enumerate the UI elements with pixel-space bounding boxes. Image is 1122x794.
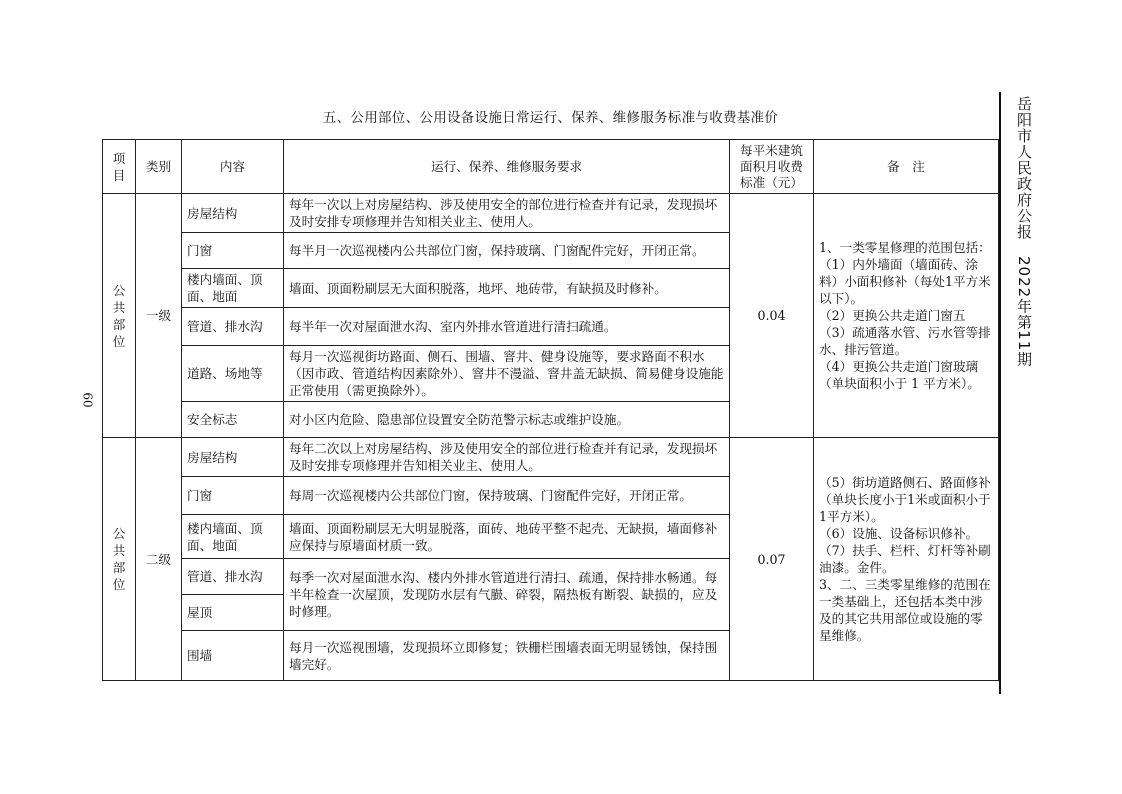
- requirement-cell: 每半年一次对屋面泄水沟、室内外排水管道进行清扫疏通。: [284, 308, 730, 346]
- content-cell: 门窗: [182, 477, 284, 515]
- group2-note: [814, 438, 999, 681]
- note-line: （3）疏通落水管、污水管等排水、排污管道。: [819, 325, 991, 357]
- note-line: （4）更换公共走道门窗玻璃（单块面积小于 1 平方米）。: [819, 359, 980, 391]
- content-cell: 道路、场地等: [182, 346, 284, 402]
- header-note: 备 注: [814, 140, 999, 194]
- requirement-cell: 墙面、顶面粉刷层无大面积脱落，地坪、地砖带，有缺损及时修补。: [284, 269, 730, 308]
- service-standard-table: [102, 139, 999, 681]
- table-row: [103, 438, 999, 477]
- content-cell: 房屋结构: [182, 194, 284, 233]
- table-header-row: [103, 140, 999, 194]
- document-title: 五、公用部位、公用设备设施日常运行、保养、维修服务标准与收费基准价: [322, 110, 779, 126]
- header-requirement: 运行、保养、维修服务要求: [284, 140, 730, 194]
- note-line: 3、二、三类零星维修的范围在一类基础上，还包括本类中涉及的其它共用部位或设施的零星维修。: [819, 577, 991, 643]
- content-cell: 安全标志: [182, 402, 284, 438]
- page-number: 60: [80, 392, 95, 408]
- requirement-cell: 每季一次对屋面泄水沟、楼内外排水管道进行清扫、疏通，保持排水畅通。每半年检查一次屋顶，发现防水层有气臌、碎裂，隔热板有断裂、缺损的，应及时修理。: [284, 559, 730, 631]
- table-row: [103, 194, 999, 233]
- header-item: 项目: [103, 140, 136, 194]
- note-line: （7）扶手、栏杆、灯杆等补刷油漆。金件。: [819, 543, 991, 575]
- group2-item: 公共部位: [103, 438, 136, 681]
- margin-rule: [999, 92, 1001, 694]
- note-line: （6）设施、设备标识修补。: [819, 526, 979, 541]
- requirement-cell: 每半月一次巡视楼内公共部位门窗，保持玻璃、门窗配件完好，开闭正常。: [284, 233, 730, 269]
- content-cell: 门窗: [182, 233, 284, 269]
- requirement-cell: 每月一次巡视围墙，发现损坏立即修复；铁栅栏围墙表面无明显锈蚀，保持围墙完好。: [284, 631, 730, 681]
- content-cell: 楼内墙面、顶面、地面: [182, 269, 284, 308]
- content-cell: 屋顶: [182, 595, 284, 631]
- group1-note: [814, 194, 999, 438]
- group1-item: 公共部位: [103, 194, 136, 438]
- group2-category: 二级: [136, 438, 182, 681]
- note-line: （5）街坊道路侧石、路面修补（单块长度小于1米或面积小于1平方米）。: [819, 475, 991, 524]
- note-line: 1、一类零星修理的范围包括：: [819, 240, 991, 255]
- content-cell: 围墙: [182, 631, 284, 681]
- content-cell: 管道、排水沟: [182, 559, 284, 595]
- requirement-cell: 每月一次巡视街坊路面、侧石、围墙、窨井、健身设施等，要求路面不积水（因市政、管道结构因素除外）、窨井不漫溢、窨井盖无缺损、简易健身设施能正常使用（需更换除外）。: [284, 346, 730, 402]
- requirement-cell: 每年二次以上对房屋结构、涉及使用安全的部位进行检查并有记录，发现损坏及时安排专项修理并告知相关业主、使用人。: [284, 438, 730, 477]
- content-cell: 楼内墙面、顶面、地面: [182, 515, 284, 559]
- requirement-cell: 每周一次巡视楼内公共部位门窗，保持玻璃、门窗配件完好，开闭正常。: [284, 477, 730, 515]
- note-line: （2）更换公共走道门窗五: [819, 308, 966, 323]
- running-header: 岳阳市人民政府公报 2022年第11期: [1015, 96, 1033, 368]
- group1-category: 一级: [136, 194, 182, 438]
- requirement-cell: 墙面、顶面粉刷层无大明显脱落，面砖、地砖平整不起壳、无缺损，墙面修补应保持与原墙面材质一致。: [284, 515, 730, 559]
- header-category: 类别: [136, 140, 182, 194]
- requirement-cell: 对小区内危险、隐患部位设置安全防范警示标志或维护设施。: [284, 402, 730, 438]
- header-price: 每平米建筑面积月收费标准（元）: [730, 140, 814, 194]
- note-line: （1）内外墙面（墙面砖、涂料）小面积修补（每处1平方米以下）。: [819, 257, 991, 306]
- group1-price: 0.04: [730, 194, 814, 438]
- requirement-cell: 每年一次以上对房屋结构、涉及使用安全的部位进行检查并有记录，发现损坏及时安排专项修理并告知相关业主、使用人。: [284, 194, 730, 233]
- header-content: 内容: [182, 140, 284, 194]
- content-cell: 房屋结构: [182, 438, 284, 477]
- group2-price: 0.07: [730, 438, 814, 681]
- content-cell: 管道、排水沟: [182, 308, 284, 346]
